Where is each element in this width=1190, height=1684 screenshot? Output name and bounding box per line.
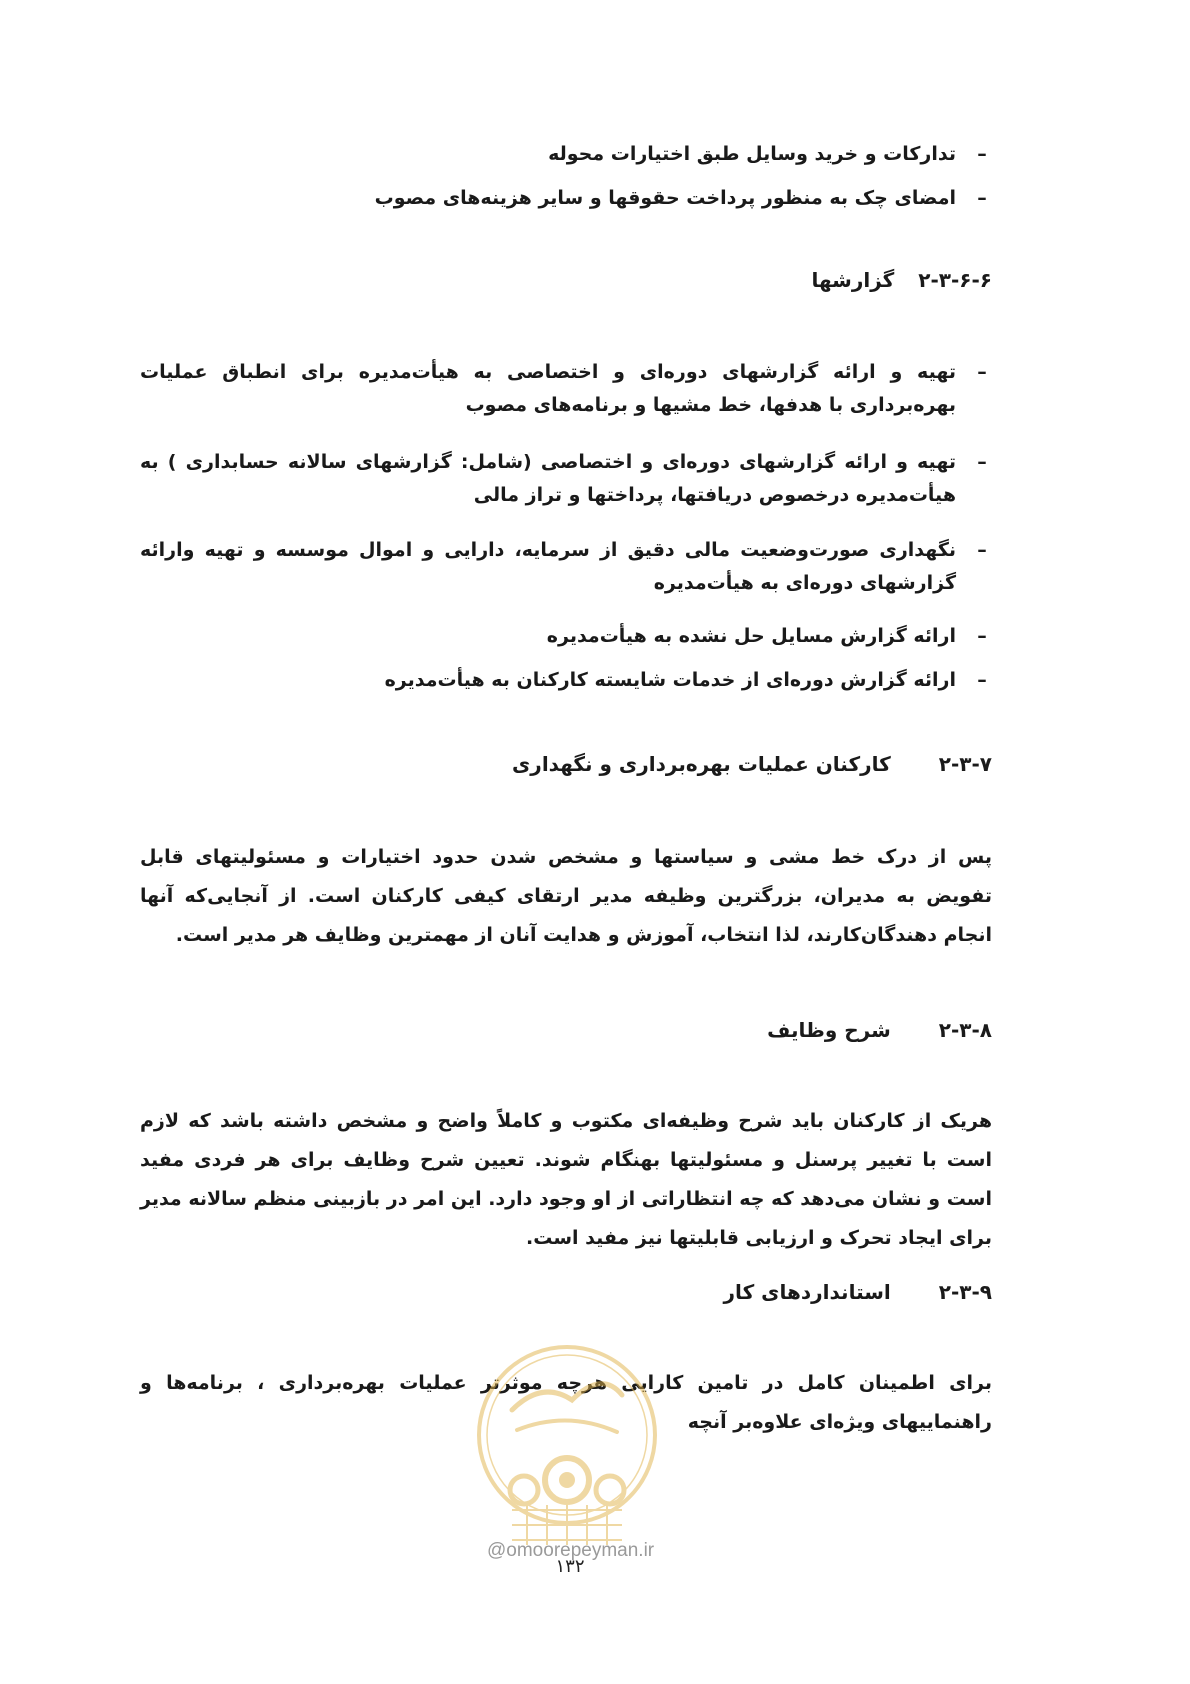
bullet-text: نگهداری صورت‌وضعیت مالی دقیق از سرمایه، دارایی و اموال موسسه و تهیه وارائه گزارشهای دوره‌ای به هیأت‌مدیره [140, 539, 956, 594]
dash-bullet: – [977, 143, 987, 165]
list-item [140, 138, 992, 171]
section-title: کارکنان عملیات بهره‌برداری و نگهداری [511, 752, 891, 776]
section-heading [512, 752, 992, 776]
bullet-text: ارائه گزارش دوره‌ای از خدمات شایسته کارکنان به هیأت‌مدیره [384, 669, 956, 691]
section-heading [767, 1018, 992, 1042]
paragraph: برای اطمینان کامل در تامین کارایی هرچه موثرتر عملیات بهره‌برداری ، برنامه‌ها و راهنماییهای ویژه‌ای علاوه‌بر آنچه [140, 1372, 992, 1433]
bullet-text: ارائه گزارش مسایل حل نشده به هیأت‌مدیره [546, 625, 956, 647]
list-item [140, 182, 992, 215]
bullet-text: تهیه و ارائه گزارشهای دوره‌ای و اختصاصی به هیأت‌مدیره برای انطباق عملیات بهره‌برداری با هدفها، خط مشیها و برنامه‌های مصوب [140, 361, 956, 416]
bullet-text: تهیه و ارائه گزارشهای دوره‌ای و اختصاصی (شامل: گزارشهای سالانه حسابداری ) به هیأت‌مدیره درخصوص دریافتها، پرداختها و تراز مالی [140, 451, 956, 506]
dash-bullet: – [977, 451, 987, 473]
dash-bullet: – [977, 361, 987, 383]
section-title: شرح وظایف [767, 1018, 891, 1042]
bullet-text: امضای چک به منظور پرداخت حقوقها و سایر هزینه‌های مصوب [374, 187, 956, 209]
list-item [140, 446, 992, 512]
section-number: ۲-۳-۹ [938, 1280, 992, 1304]
section-heading [811, 268, 992, 292]
dash-bullet: – [977, 625, 987, 647]
list-item [140, 356, 992, 422]
list-item [140, 534, 992, 600]
page-number: ۱۳۲ [555, 1556, 585, 1577]
bullet-text: تدارکات و خرید وسایل طبق اختیارات محوله [548, 143, 956, 165]
list-item [140, 664, 992, 697]
section-number: ۲-۳-۸ [938, 1018, 992, 1042]
list-item [140, 620, 992, 653]
dash-bullet: – [977, 669, 987, 691]
section-title: گزارشها [811, 268, 895, 292]
section-number: ۲-۳-۶-۶ [918, 268, 992, 292]
dash-bullet: – [977, 539, 987, 561]
section-heading [724, 1280, 992, 1304]
watermark-url: @omoorepeyman.ir [487, 1540, 655, 1561]
section-title: استانداردهای کار [723, 1280, 891, 1304]
paragraph: پس از درک خط مشی و سیاستها و مشخص شدن حدود اختیارات و مسئولیتهای قابل تفویض به مدیران، بزرگترین وظیفه مدیر ارتقای کیفی کارکنان است. از آنجایی‌که آنها انجام دهندگان‌کارند، لذا انتخاب، آموزش و هدایت آنان از مهمترین وظایف هر مدیر است. [140, 846, 992, 946]
section-number: ۲-۳-۷ [938, 752, 992, 776]
paragraph: هریک از کارکنان باید شرح وظیفه‌ای مکتوب و کاملاً واضح و مشخص داشته باشد که لازم است با تغییر پرسنل و مسئولیتها بهنگام شوند. تعیین شرح وظایف برای هر فردی مفید است و نشان می‌دهد که چه انتظاراتی از او وجود دارد. این امر در بازبینی منظم سالانه مدیر برای ایجاد تحرک و ارزیابی قابلیتها نیز مفید است. [140, 1110, 992, 1249]
dash-bullet: – [977, 187, 987, 209]
